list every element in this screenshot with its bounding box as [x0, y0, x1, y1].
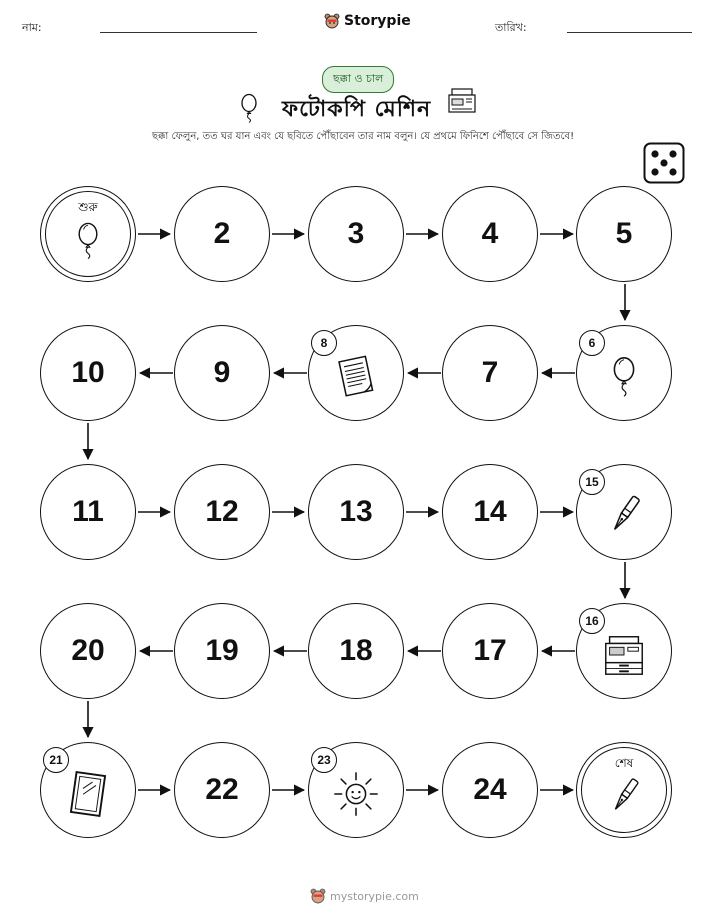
name-line[interactable]	[100, 32, 257, 33]
board-cell-picture[interactable]	[576, 464, 672, 560]
board-cell[interactable]	[442, 742, 538, 838]
cell-number-tag: 23	[311, 747, 337, 773]
board-cell[interactable]	[40, 325, 136, 421]
board-cell-picture[interactable]	[576, 603, 672, 699]
cell-number: 12	[205, 495, 239, 528]
cell-number: 10	[71, 356, 105, 389]
game-type-badge: ছক্কা ও চাল	[322, 66, 394, 93]
cell-number: 3	[347, 217, 365, 250]
board-cell[interactable]	[442, 186, 538, 282]
cell-number: 22	[205, 773, 239, 806]
cell-number-tag: 16	[579, 608, 605, 634]
cell-number: 2	[213, 217, 231, 250]
board-cell-picture[interactable]	[308, 742, 404, 838]
cell-number: 13	[339, 495, 373, 528]
balloon-icon	[600, 353, 648, 401]
cell-number: 11	[72, 495, 104, 528]
cell-number-tag: 21	[43, 747, 69, 773]
board-cell[interactable]	[442, 603, 538, 699]
fountain-pen-icon	[600, 492, 648, 540]
board-cell[interactable]	[174, 464, 270, 560]
fountain-pen-icon	[602, 775, 646, 819]
board-cell[interactable]	[174, 325, 270, 421]
cell-number: 20	[71, 634, 105, 667]
cell-number: 9	[213, 356, 231, 389]
board-cell[interactable]	[442, 464, 538, 560]
cell-number-tag: 6	[579, 330, 605, 356]
page-title: ফটোকপি মেশিন	[282, 97, 432, 122]
sun-icon	[332, 770, 380, 818]
photocopier-icon	[446, 86, 478, 116]
board-cell[interactable]	[174, 742, 270, 838]
board-cell-picture[interactable]	[40, 742, 136, 838]
board-cell[interactable]	[308, 603, 404, 699]
board-cell-picture[interactable]	[576, 325, 672, 421]
cell-number: 18	[339, 634, 373, 667]
board-cell[interactable]	[576, 186, 672, 282]
board-cell[interactable]	[442, 325, 538, 421]
glass-pane-icon	[64, 770, 112, 818]
cell-number-tag: 8	[311, 330, 337, 356]
cell-number-tag: 15	[579, 469, 605, 495]
cell-number: 7	[481, 356, 499, 389]
bear-mascot-icon	[324, 13, 340, 29]
cell-number: 17	[473, 634, 507, 667]
brand-name: Storypie	[344, 13, 411, 29]
end-label: শেষ	[614, 756, 634, 770]
board-cell[interactable]	[308, 186, 404, 282]
board-cell-picture[interactable]	[308, 325, 404, 421]
footer	[310, 888, 419, 904]
date-line[interactable]	[567, 32, 692, 33]
photocopier-icon	[600, 631, 648, 679]
name-label: নাম:	[22, 21, 42, 34]
cell-number: 14	[473, 495, 507, 528]
cell-number: 19	[205, 634, 239, 667]
footer-url[interactable]: mystorypie.com	[330, 889, 419, 903]
cell-number: 24	[473, 773, 507, 806]
date-label: তারিখ:	[495, 21, 527, 34]
cell-number: 5	[615, 217, 633, 250]
board-cell[interactable]	[174, 186, 270, 282]
cell-number: 4	[481, 217, 499, 250]
board-cell[interactable]	[308, 464, 404, 560]
board-cell-start[interactable]	[40, 186, 136, 282]
start-label: শুরু	[78, 200, 98, 214]
board-cell[interactable]	[174, 603, 270, 699]
dice-icon[interactable]	[643, 142, 685, 184]
balloon-icon	[66, 219, 110, 263]
document-icon	[332, 353, 380, 401]
balloon-icon	[238, 93, 260, 123]
brand-logo	[324, 13, 411, 29]
bear-mascot-icon	[310, 888, 326, 904]
board-cell[interactable]	[40, 603, 136, 699]
board-cell-end[interactable]	[576, 742, 672, 838]
board-cell[interactable]	[40, 464, 136, 560]
instructions-text: ছক্কা ফেলুন, তত ঘর যান এবং যে ছবিতে পৌঁছাবেন তার নাম বলুন। যে প্রথমে ফিনিশে পৌঁছাবে সে জিতবে!	[152, 131, 575, 142]
